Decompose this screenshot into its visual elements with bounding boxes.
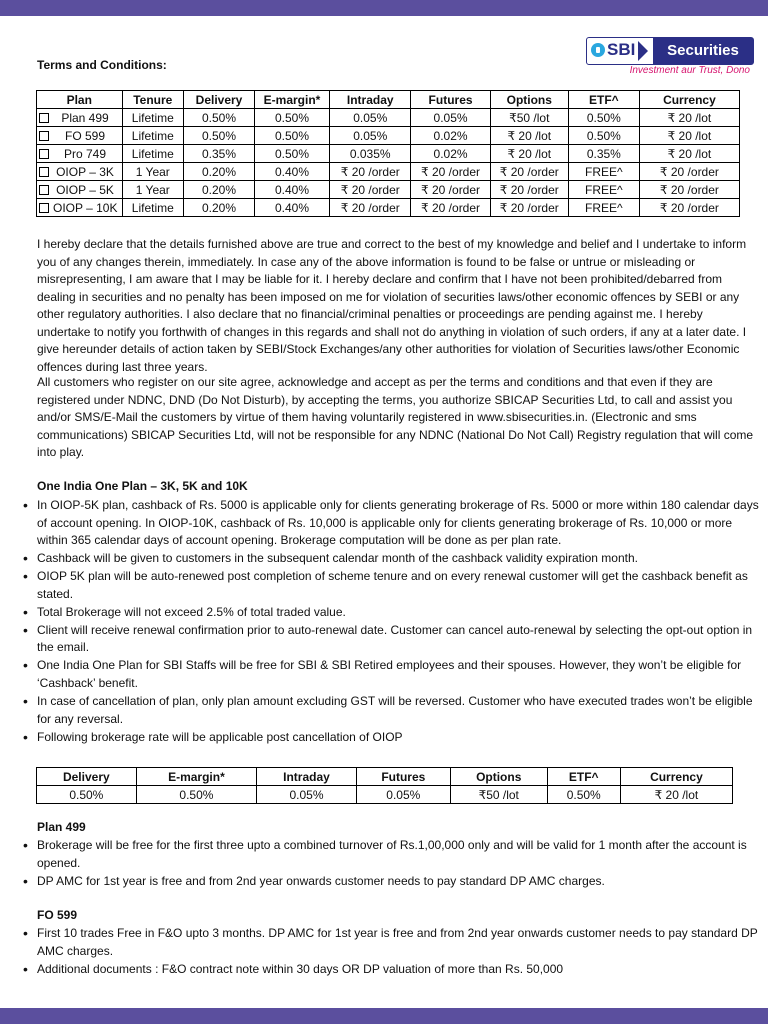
table-cell: ₹ 20 /lot <box>620 786 732 804</box>
table-cell: 0.35% <box>184 145 255 163</box>
logo-frame <box>586 37 754 65</box>
table-cell: 0.50% <box>184 109 255 127</box>
col-header: Tenure <box>122 91 184 109</box>
list-item: • Client will receive renewal confirmation prior to auto-renewal date. Customer can cancel auto-renewal by selecting the opt-out option in the email. <box>23 622 759 657</box>
plan-checkbox[interactable] <box>39 149 49 159</box>
col-header: E-margin* <box>254 91 329 109</box>
table-cell: ₹ 20 /order <box>639 163 739 181</box>
top-color-bar <box>0 0 768 16</box>
plan-table <box>36 90 740 217</box>
list-item: • Cashback will be given to customers in the subsequent calendar month of the cashback validity expiration month. <box>23 550 759 568</box>
col-header: Plan <box>37 91 123 109</box>
list-item: • Additional documents : F&O contract note within 30 days OR DP valuation of more than Rs. 50,000 <box>23 961 759 979</box>
table-cell: 0.50% <box>568 127 639 145</box>
col-header: Delivery <box>184 91 255 109</box>
list-item: • In case of cancellation of plan, only plan amount excluding GST will be reversed. Customer who have executed trades won’t be eligible for any reversal. <box>23 693 759 728</box>
table-row <box>37 199 740 217</box>
plan-name: OIOP – 10K <box>53 200 118 215</box>
table-cell: FREE^ <box>568 181 639 199</box>
plan-name: OIOP – 3K <box>56 164 114 179</box>
list-item: • OIOP 5K plan will be auto-renewed post completion of scheme tenure and on every renewal customer will get the cashback benefit as stated. <box>23 568 759 603</box>
table-cell: 0.50% <box>254 109 329 127</box>
col-header: Currency <box>639 91 739 109</box>
table-cell: ₹ 20 /order <box>411 163 490 181</box>
col-header: Futures <box>411 91 490 109</box>
plan-cell <box>37 109 123 127</box>
plan-name: OIOP – 5K <box>56 182 114 197</box>
plan-cell <box>37 145 123 163</box>
table-cell: ₹ 20 /order <box>490 181 568 199</box>
table-cell: ₹ 20 /order <box>639 199 739 217</box>
table-cell: ₹50 /lot <box>490 109 568 127</box>
table-cell: 0.05% <box>257 786 357 804</box>
table-cell: 0.02% <box>411 127 490 145</box>
list-item: • Brokerage will be free for the first three upto a combined turnover of Rs.1,00,000 only and will be valid for 1 month after the account is opened. <box>23 837 759 872</box>
table-cell: 0.50% <box>547 786 620 804</box>
col-header: E-margin* <box>136 768 257 786</box>
table-cell: 0.05% <box>411 109 490 127</box>
table-cell: 0.35% <box>568 145 639 163</box>
table-cell: 0.40% <box>254 163 329 181</box>
table-cell: 0.035% <box>330 145 411 163</box>
plan-name: Pro 749 <box>63 146 107 161</box>
table-cell: ₹ 20 /lot <box>639 127 739 145</box>
plan-checkbox[interactable] <box>39 113 49 123</box>
list-item: • Following brokerage rate will be applicable post cancellation of OIOP <box>23 729 759 747</box>
plan-name: FO 599 <box>64 128 106 143</box>
table-cell: ₹ 20 /order <box>411 181 490 199</box>
table-cell: 0.50% <box>254 127 329 145</box>
list-item: • First 10 trades Free in F&O upto 3 months. DP AMC for 1st year is free and from 2nd year onwards customer needs to pay standard DP AMC charges. <box>23 925 759 960</box>
list-item: • One India One Plan for SBI Staffs will be free for SBI & SBI Retired employees and their spouses. However, they won’t be eligible for ‘Cashback’ benefit. <box>23 657 759 692</box>
post-cancellation-rate-table <box>36 767 733 804</box>
table-cell: Lifetime <box>122 145 184 163</box>
table-cell: 1 Year <box>122 181 184 199</box>
table-cell: 0.05% <box>330 109 411 127</box>
table-cell: Lifetime <box>122 199 184 217</box>
page-title: Terms and Conditions: <box>37 58 167 72</box>
table-cell: Lifetime <box>122 109 184 127</box>
table-cell: 0.20% <box>184 199 255 217</box>
table-cell: FREE^ <box>568 163 639 181</box>
table-cell: ₹50 /lot <box>450 786 547 804</box>
table-cell: 0.50% <box>136 786 257 804</box>
table-row <box>37 109 740 127</box>
oiop-bullet-list <box>23 497 759 747</box>
list-item: • Total Brokerage will not exceed 2.5% of total traded value. <box>23 604 759 622</box>
table-cell: ₹ 20 /order <box>330 199 411 217</box>
table-cell: ₹ 20 /order <box>330 181 411 199</box>
col-header: Currency <box>620 768 732 786</box>
plan-checkbox[interactable] <box>39 131 49 141</box>
plan499-bullet-list <box>23 837 759 891</box>
plan-name: Plan 499 <box>61 110 109 125</box>
table-cell: 0.40% <box>254 181 329 199</box>
col-header: ETF^ <box>568 91 639 109</box>
plan-cell <box>37 181 123 199</box>
consent-text: All customers who register on our site agree, acknowledge and accept as per the terms and conditions and that even if they are registered under NDNC, DND (Do Not Disturb), by accepting the terms, you authorize SBICAP Securities Ltd, to call and assist you and/or SMS/E-Mail the customers by virtue of them having voluntarily registered in www.sbisecurities.in. (Electronic and sms communications) SBICAP Securities Ltd, will not be responsible for any NDNC (National Do Not Call) Registry regulation that will come into play. <box>37 375 754 459</box>
table-row <box>37 181 740 199</box>
plan-cell <box>37 199 123 217</box>
col-header: ETF^ <box>547 768 620 786</box>
table-row <box>37 127 740 145</box>
list-item: • DP AMC for 1st year is free and from 2nd year onwards customer needs to pay standard DP AMC charges. <box>23 873 759 891</box>
table-cell: 1 Year <box>122 163 184 181</box>
table-cell: ₹ 20 /lot <box>490 145 568 163</box>
table-cell: 0.05% <box>330 127 411 145</box>
plan-checkbox[interactable] <box>39 185 49 195</box>
table-row <box>37 145 740 163</box>
col-header: Options <box>490 91 568 109</box>
plan-table-header <box>37 91 740 109</box>
plan499-heading: Plan 499 <box>37 820 86 834</box>
logo-tagline: Investment aur Trust, Dono <box>629 65 750 76</box>
table-cell: ₹ 20 /lot <box>639 145 739 163</box>
table-row <box>37 786 733 804</box>
plan-checkbox[interactable] <box>39 203 49 213</box>
sbi-securities-logo <box>586 37 756 79</box>
table-cell: 0.05% <box>356 786 450 804</box>
table-cell: 0.02% <box>411 145 490 163</box>
plan-checkbox[interactable] <box>39 167 49 177</box>
table-cell: 0.50% <box>184 127 255 145</box>
chevron-right-icon <box>638 41 648 61</box>
table-cell: ₹ 20 /lot <box>639 109 739 127</box>
oiop-heading: One India One Plan – 3K, 5K and 10K <box>37 479 248 493</box>
table-cell: ₹ 20 /order <box>490 199 568 217</box>
col-header: Futures <box>356 768 450 786</box>
table-cell: 0.50% <box>37 786 137 804</box>
rate-table-header <box>37 768 733 786</box>
table-cell: ₹ 20 /order <box>490 163 568 181</box>
list-item: • In OIOP-5K plan, cashback of Rs. 5000 is applicable only for clients generating brokerage of Rs. 5000 or more within 180 calendar days of account opening. In OIOP-10K, cashback of Rs. 10,000 is applicable only for clients generating brokerage of Rs. 10,000 or more within 365 calendar days of account opening. Brokerage computation will be done as per plan rate. <box>23 497 759 550</box>
fo599-heading: FO 599 <box>37 908 78 922</box>
bottom-color-bar <box>0 1008 768 1024</box>
table-cell: 0.20% <box>184 181 255 199</box>
fo599-bullet-list <box>23 925 759 979</box>
plan-cell <box>37 127 123 145</box>
col-header: Intraday <box>330 91 411 109</box>
table-cell: ₹ 20 /order <box>639 181 739 199</box>
table-cell: ₹ 20 /lot <box>490 127 568 145</box>
table-cell: Lifetime <box>122 127 184 145</box>
table-cell: ₹ 20 /order <box>330 163 411 181</box>
logo-name: Securities <box>653 38 753 64</box>
table-cell: ₹ 20 /order <box>411 199 490 217</box>
col-header: Intraday <box>257 768 357 786</box>
col-header: Delivery <box>37 768 137 786</box>
table-row <box>37 163 740 181</box>
keyhole-icon <box>591 43 605 57</box>
plan-cell <box>37 163 123 181</box>
declaration-text: I hereby declare that the details furnished above are true and correct to the best of my knowledge and belief and I undertake to inform you of any changes therein, immediately. In case any of the above information is found to be false or untrue or misleading or misrepresenting, I am aware that I may be liable for it. I hereby declare and confirm that I have not been prohibited/debarred from dealing in securities and no penalty has been imposed on me for violation of securities laws/other economic offences by SEBI or any other regulatory authorities. I also declare that no financial/criminal penalties or proceedings are pending against me. I hereby undertake to notify you forthwith of changes in this regards and shall not do anything in violation of such orders, if any at a later date. I give hereunder details of action taken by SEBI/Stock Exchanges/any other authorities for violation of Securities laws/other Economic offences during last three years. <box>37 237 747 374</box>
table-cell: 0.40% <box>254 199 329 217</box>
col-header: Options <box>450 768 547 786</box>
logo-brand: SBI <box>607 40 636 59</box>
table-cell: 0.20% <box>184 163 255 181</box>
table-cell: 0.50% <box>568 109 639 127</box>
table-cell: 0.50% <box>254 145 329 163</box>
table-cell: FREE^ <box>568 199 639 217</box>
